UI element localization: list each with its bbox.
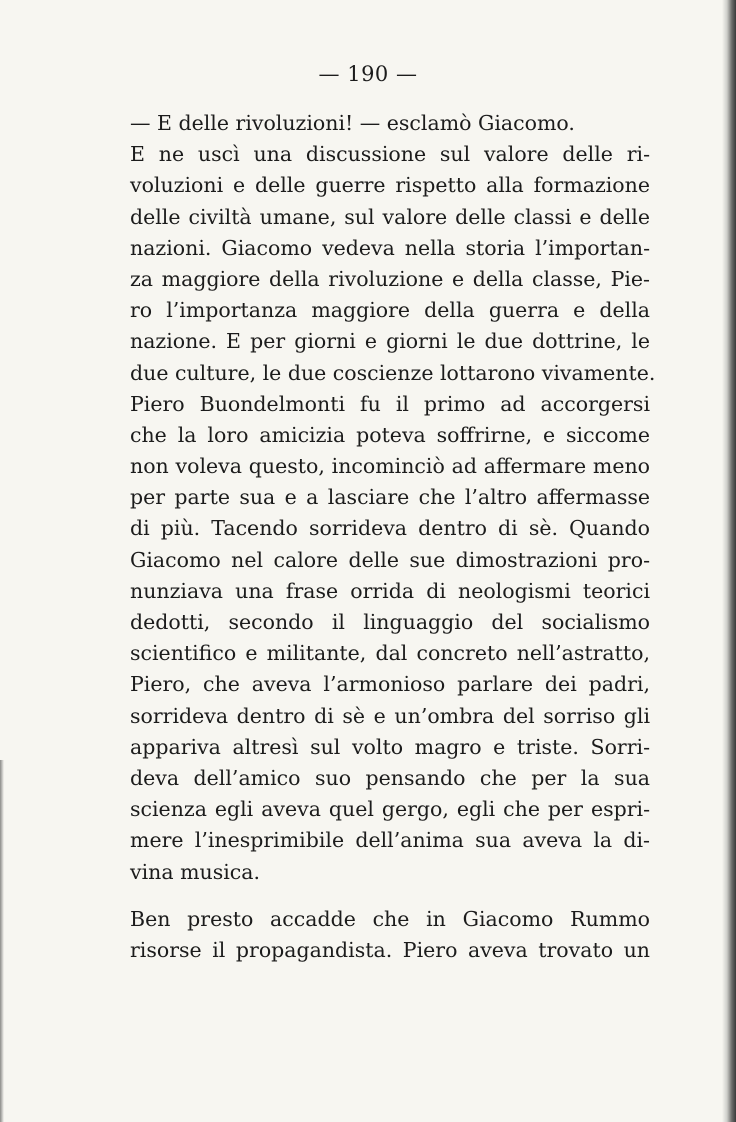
text-line: Ben presto accadde che in Giacomo Rummo <box>130 907 650 931</box>
page-edge-shadow-left <box>0 760 4 1122</box>
text-line: Giacomo nel calore delle sue dimostrazioni pro- <box>130 547 650 572</box>
text-line: risorse il propagandista. Piero aveva trovato un <box>130 938 650 963</box>
page-edge-shadow <box>722 0 736 1122</box>
text-line: Piero Buondelmonti fu il primo ad accorgersi <box>130 391 650 416</box>
text-line: nunziava una frase orrida di neologismi teorici <box>130 578 650 603</box>
text-line: — E delle rivoluzioni! — esclamò Giacomo. <box>130 111 575 135</box>
text-line: sorrideva dentro di sè e un’ombra del sorriso gli <box>130 703 650 728</box>
text-line: mere l’inesprimibile dell’anima sua aveva la di- <box>130 828 650 853</box>
text-line: ro l’importanza maggiore della guerra e della <box>130 298 650 323</box>
text-line: nazioni. Giacomo vedeva nella storia l’importan- <box>130 235 650 260</box>
text-line: che la loro amicizia poteva soffrirne, e siccome <box>130 422 650 447</box>
text-line: Piero, che aveva l’armonioso parlare dei padri, <box>130 672 650 697</box>
paragraph-block-2 <box>130 904 650 966</box>
text-line: non voleva questo, incominciò ad affermare meno <box>130 454 650 479</box>
text-line: dedotti, secondo il linguaggio del socialismo <box>130 610 650 634</box>
text-line: nazione. E per giorni e giorni le due dottrine, le <box>130 329 650 354</box>
text-line: E ne uscì una discussione sul valore delle ri- <box>130 142 650 167</box>
text-line: per parte sua e a lasciare che l’altro affermasse <box>130 485 650 510</box>
page-number: — 190 — <box>318 62 418 86</box>
text-line: za maggiore della rivoluzione e della classe, Pie- <box>130 266 650 291</box>
text-line: vina musica. <box>130 859 261 884</box>
text-line: appariva altresì sul volto magro e triste. Sorri- <box>130 734 650 759</box>
text-line: di più. Tacendo sorrideva dentro di sè. Quando <box>130 516 650 541</box>
text-line: scientifico e militante, dal concreto nell’astratto, <box>130 641 650 666</box>
text-line: voluzioni e delle guerre rispetto alla formazione <box>130 173 650 198</box>
paragraph-block-1 <box>130 108 656 888</box>
text-line: due culture, le due coscienze lottarono vivamente. <box>130 360 656 385</box>
text-line: scienza egli aveva quel gergo, egli che per espri- <box>130 797 650 822</box>
text-line: delle civiltà umane, sul valore delle classi e delle <box>130 204 650 229</box>
text-line: deva dell’amico suo pensando che per la sua <box>130 765 650 790</box>
